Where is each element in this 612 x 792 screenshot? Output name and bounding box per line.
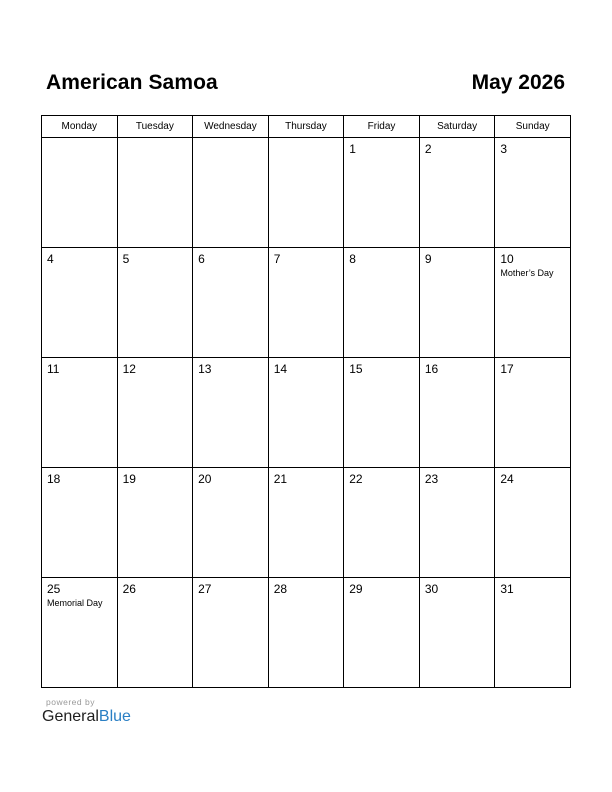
day-cell: [495, 468, 571, 578]
day-number: 16: [424, 362, 439, 376]
day-cell: [268, 358, 344, 468]
day-number: 25: [47, 582, 61, 596]
day-number: [118, 138, 193, 143]
day-number: 10: [500, 252, 514, 266]
week-row: [42, 358, 571, 468]
week-row: [42, 468, 571, 578]
day-cell: [344, 358, 420, 468]
day-number: 23: [424, 472, 439, 486]
weekday-header: Saturday: [419, 116, 495, 138]
day-number: [193, 138, 268, 143]
day-cell: [42, 358, 118, 468]
day-number: 13: [198, 362, 212, 376]
weekday-header: Tuesday: [117, 116, 193, 138]
day-cell: [42, 468, 118, 578]
day-number: 14: [273, 362, 288, 376]
weekday-header: Wednesday: [193, 116, 269, 138]
powered-by-text: powered by: [46, 697, 95, 707]
week-row: [42, 578, 571, 688]
day-cell: [117, 468, 193, 578]
calendar-grid: [41, 115, 571, 688]
day-cell: [193, 248, 269, 358]
day-number: 19: [122, 472, 136, 486]
day-cell: [117, 358, 193, 468]
day-cell: [419, 138, 495, 248]
day-number: 4: [47, 252, 54, 266]
day-number: 18: [47, 472, 61, 486]
day-cell: [268, 248, 344, 358]
day-cell: [495, 248, 571, 358]
day-number: [42, 138, 117, 143]
day-cell: [419, 358, 495, 468]
day-number: 1: [349, 142, 356, 156]
day-number: 5: [122, 252, 130, 266]
day-cell: [419, 578, 495, 688]
day-cell: [42, 578, 118, 688]
day-number: 17: [500, 362, 514, 376]
day-cell: [193, 468, 269, 578]
day-cell: [268, 138, 344, 248]
day-cell: [419, 468, 495, 578]
week-row: [42, 248, 571, 358]
day-cell: [344, 468, 420, 578]
holiday-label: Mother’s Day: [500, 268, 554, 278]
day-cell: [268, 578, 344, 688]
day-cell: [193, 138, 269, 248]
day-cell: [117, 138, 193, 248]
day-number: 28: [273, 582, 288, 596]
day-cell: [193, 578, 269, 688]
day-number: 22: [349, 472, 363, 486]
footer-branding: [42, 697, 131, 726]
weekday-header: Thursday: [268, 116, 344, 138]
day-cell: [495, 578, 571, 688]
day-number: 12: [122, 362, 136, 376]
brand-blue: Blue: [98, 708, 131, 725]
day-cell: [268, 468, 344, 578]
weekday-header: Sunday: [495, 116, 571, 138]
day-number: [269, 138, 344, 143]
day-number: 27: [198, 582, 212, 596]
day-number: 11: [47, 362, 60, 376]
day-number: 15: [349, 362, 363, 376]
generalblue-logo: [42, 708, 131, 726]
day-number: 2: [424, 142, 432, 156]
day-number: 24: [500, 472, 514, 486]
day-cell: [495, 138, 571, 248]
day-number: 26: [122, 582, 136, 596]
day-cell: [193, 358, 269, 468]
day-number: 9: [424, 252, 432, 266]
weekday-header: Monday: [42, 116, 118, 138]
day-number: 3: [500, 142, 508, 156]
weekday-header-row: [42, 116, 571, 138]
brand-general: General: [42, 708, 99, 725]
day-number: 20: [198, 472, 212, 486]
day-cell: [117, 248, 193, 358]
day-cell: [42, 248, 118, 358]
day-number: 29: [349, 582, 363, 596]
day-cell: [42, 138, 118, 248]
calendar-month-title: May 2026: [471, 71, 565, 94]
calendar-country-title: American Samoa: [46, 71, 218, 94]
holiday-label: Memorial Day: [47, 598, 103, 608]
weekday-header: Friday: [344, 116, 420, 138]
day-cell: [495, 358, 571, 468]
day-number: 6: [198, 252, 205, 266]
day-cell: [419, 248, 495, 358]
day-number: 8: [349, 252, 356, 266]
day-number: 21: [273, 472, 288, 486]
day-number: 31: [500, 582, 514, 596]
day-cell: [344, 248, 420, 358]
day-cell: [344, 138, 420, 248]
day-number: 7: [273, 252, 281, 266]
week-row: [42, 138, 571, 248]
day-cell: [344, 578, 420, 688]
day-number: 30: [424, 582, 439, 596]
day-cell: [117, 578, 193, 688]
